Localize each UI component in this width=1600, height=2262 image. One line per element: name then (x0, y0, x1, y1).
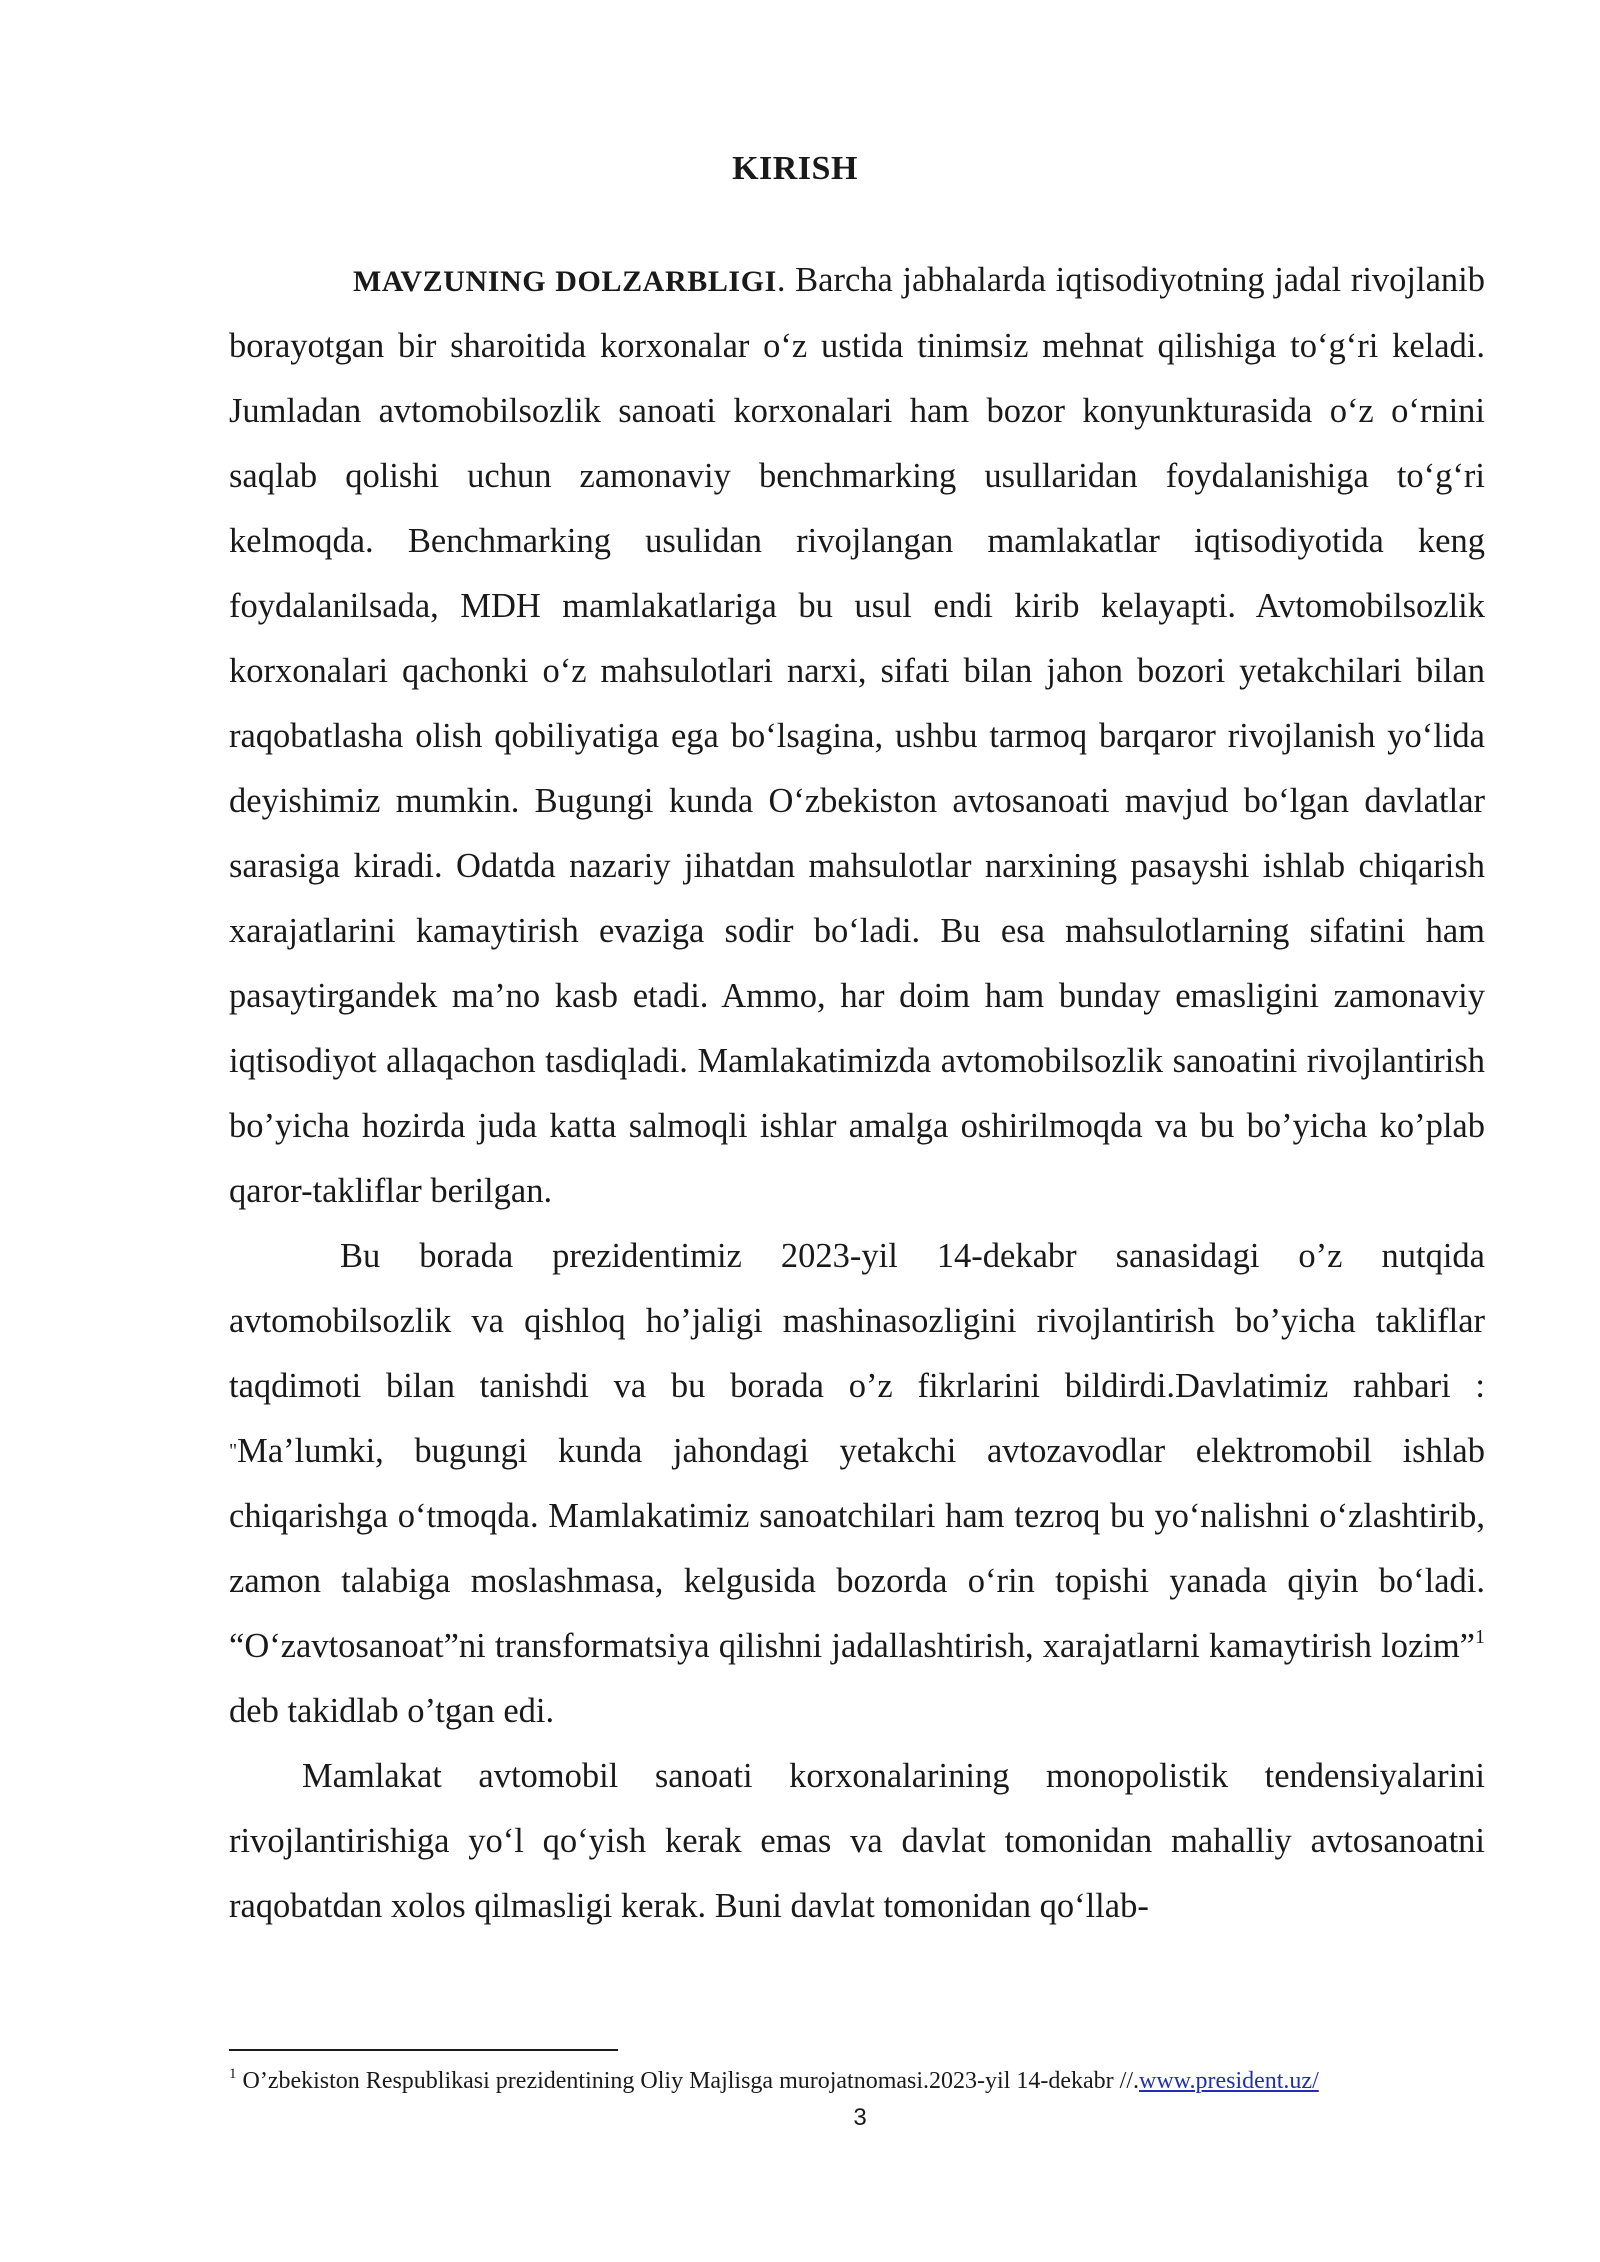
paragraph-relevance (229, 248, 1485, 1224)
speech-intro-text: Bu borada prezidentimiz 2023-yil 14-dekabr sanasidagi o’z nutqida avtomobilsozlik va qishloq ho’jaligi mashinasozligini rivojlantirish bo’yicha takliflar taqdimoti bilan tanishdi va bu borada o’z fikrlarini bildirdi.Davlatimiz rahbari : (229, 1237, 1485, 1405)
footnote-text: O’zbekiston Respublikasi prezidentining Oliy Majlisga murojatnomasi.2023-yil 14-dekabr //. (236, 2068, 1140, 2094)
relevance-heading: MAVZUNING DOLZARBLIGI (353, 265, 777, 298)
paragraph-relevance-text: . Barcha jabhalarda iqtisodiyotning jadal rivojlanib borayotgan bir sharoitida korxonalar o‘z ustida tinimsiz mehnat qilishiga to‘g‘ri keladi. Jumladan avtomobilsozlik sanoati korxonalari ham bozor konyunkturasida o‘z o‘rnini saqlab qolishi uchun zamonaviy benchmarking usullaridan foydalanishiga to‘g‘ri kelmoqda. Benchmarking usulidan rivojlangan mamlakatlar iqtisodiyotida keng foydalanilsada, MDH mamlakatlariga bu usul endi kirib kelayapti. Avtomobilsozlik korxonalari qachonki o‘z mahsulotlari narxi, sifati bilan jahon bozori yetakchilari bilan raqobatlasha olish qobiliyatiga ega bo‘lsagina, ushbu tarmoq barqaror rivojlanish yo‘lida deyishimiz mumkin. Bugungi kunda O‘zbekiston avtosanoati mavjud bo‘lgan davlatlar sarasiga kiradi. Odatda nazariy jihatdan mahsulotlar narxining pasayshi ishlab chiqarish xarajatlarini kamaytirish evaziga sodir bo‘ladi. Bu esa mahsulotlarning sifatini ham pasaytirgandek ma’no kasb etadi. Ammo, har doim ham bunday emasligini zamonaviy iqtisodiyot allaqachon tasdiqladi. Mamlakatimizda avtomobilsozlik sanoatini rivojlantirish bo’yicha hozirda juda katta salmoqli ishlar amalga oshirilmoqda va bu bo’yicha ko’plab qaror-takliflar berilgan. (229, 261, 1485, 1210)
paragraph-monopoly-text: Mamlakat avtomobil sanoati korxonalarining monopolistik tendensiyalarini rivojlantirishiga yo‘l qo‘yish kerak emas va davlat tomonidan mahalliy avtosanoatni raqobatdan xolos qilmasligi kerak. Buni davlat tomonidan qo‘llab- (229, 1757, 1485, 1925)
footnote (229, 2066, 1529, 2096)
paragraph-president-speech (229, 1224, 1485, 1744)
open-quote-mark: " (229, 1440, 238, 1462)
footnote-number: 1 (229, 2066, 237, 2082)
section-title: KIRISH (732, 150, 858, 187)
speech-quote-text: Ma’lumki, bugungi kunda jahondagi yetakchi avtozavodlar elektromobil ishlab chiqarishga o‘tmoqda. Mamlakatimiz sanoatchilari ham tezroq bu yo‘nalishni o‘zlashtirib, zamon talabiga moslashmasa, kelgusida bozorda o‘rin topishi yanada qiyin bo‘ladi. “O‘zavtosanoat”ni transformatsiya qilishni jadallashtirish, xarajatlarni kamaytirish lozim” (229, 1432, 1485, 1665)
body-text (229, 248, 1485, 1939)
paragraph-monopoly (229, 1744, 1485, 1939)
footnote-separator (229, 2049, 618, 2051)
speech-closing-text: deb takidlab o’tgan edi. (229, 1692, 555, 1730)
footnote-reference[interactable]: 1 (1475, 1626, 1485, 1648)
footnote-link[interactable]: www.president.uz/ (1139, 2068, 1319, 2094)
page-number: 3 (853, 2104, 867, 2131)
